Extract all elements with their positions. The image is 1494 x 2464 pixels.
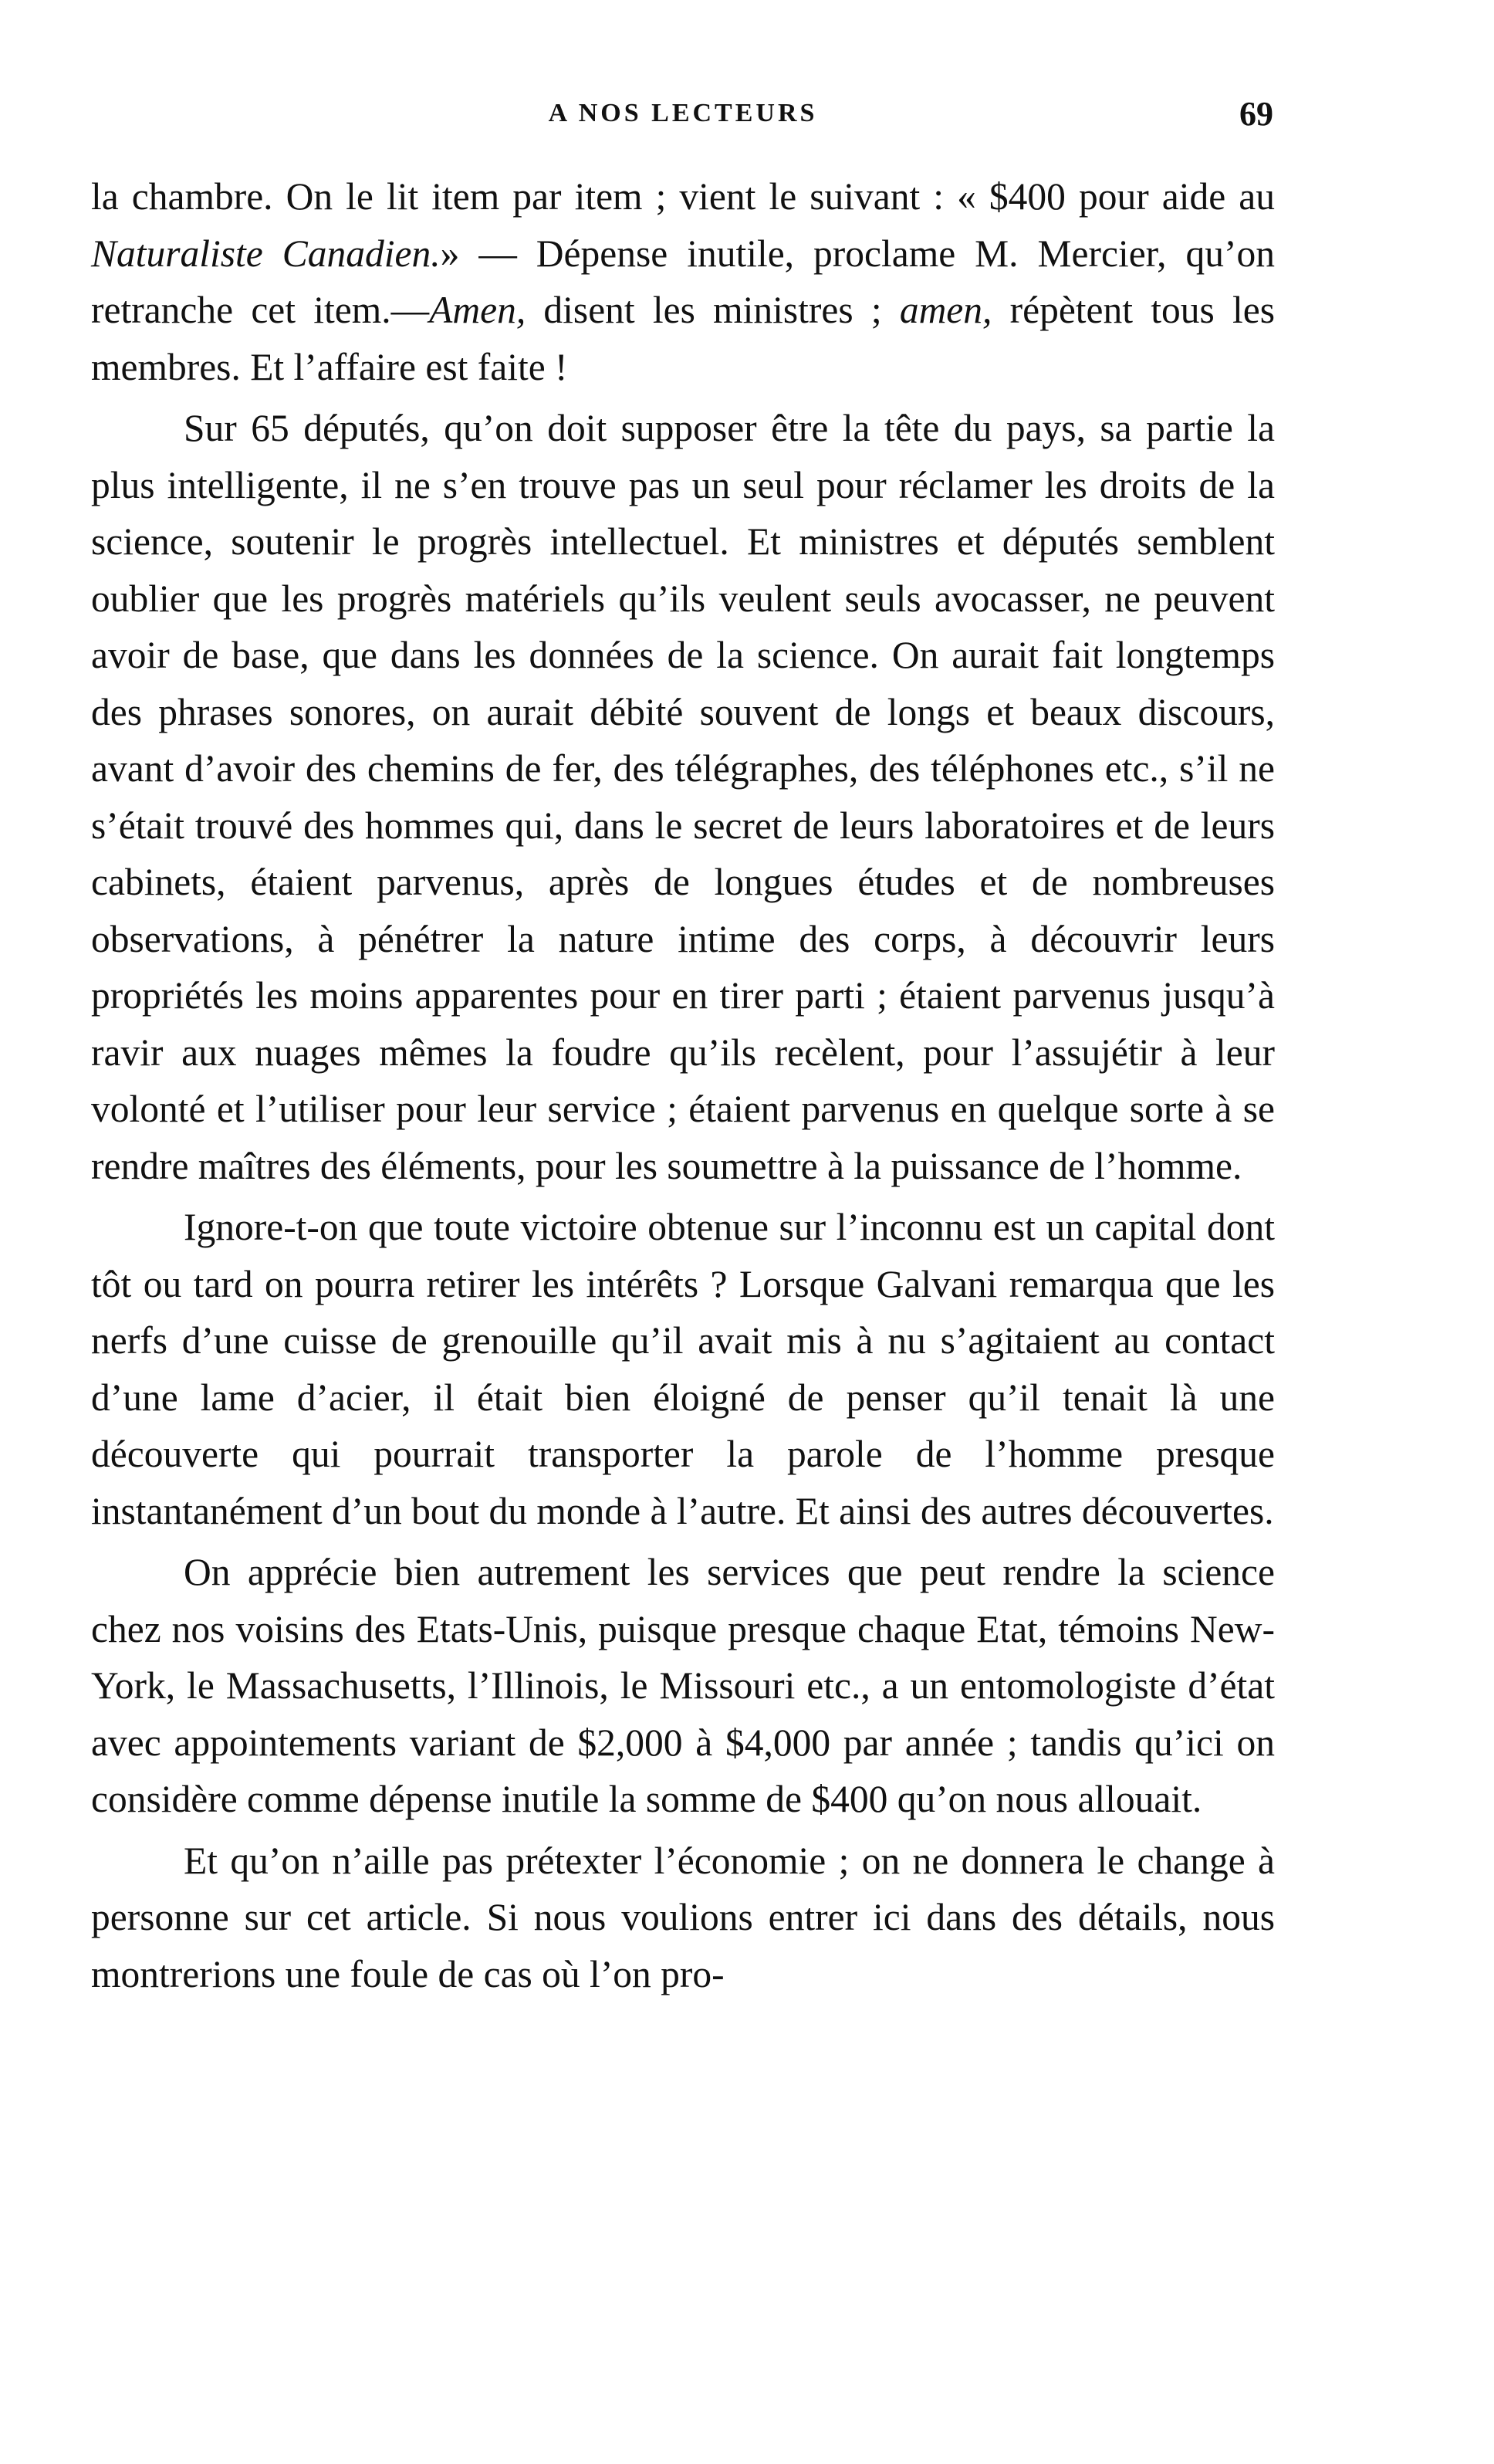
paragraph-1-text-b: » — Dépense inutile, proclame M. Mercier, qu’on retranche cet item.— [91,232,1275,331]
paragraph-1-text-c: disent les ministres ; [526,289,900,331]
paragraph-1 [91,168,1275,395]
paragraph-3: Ignore-t-on que toute victoire obtenue sur l’inconnu est un capital dont tôt ou tard on pourra retirer les intérêts ? Lorsque Galvani remarqua que les nerfs d’une cuisse de grenouille qu’il avait mis à nu s’agitaient au contact d’une lame d’acier, il était bien éloigné de penser qu’il tenait là une découverte qui pourrait transporter la parole de l’homme presque instantanément d’un bout du monde à l’autre. Et ainsi des autres découvertes. [91,1206,1275,1532]
body-text [91,168,1275,2002]
running-head [93,94,1273,140]
paragraph-1-text-d: répètent tous les membres. Et l’affaire est faite ! [91,289,1275,388]
running-title: A NOS LECTEURS [548,99,818,127]
paragraph-5: Et qu’on n’aille pas prétexter l’économie ; on ne donnera le change à personne sur cet article. Si nous voulions entrer ici dans des détails, nous montrerions une foule de cas où l’on pro- [91,1839,1275,1995]
paragraph-1-text-a: la chambre. On le lit item par item ; vient le suivant : « $400 pour aide au [91,175,1275,218]
page-number: 69 [1239,95,1273,133]
paragraph-2: Sur 65 députés, qu’on doit supposer être la tête du pays, sa partie la plus intelligente, il ne s’en trouve pas un seul pour réclamer les droits de la science, soutenir le progrès intellectuel. Et ministres et députés semblent oublier que les progrès matériels qu’ils veulent seuls avocasser, ne peuvent avoir de base, que dans les données de la science. On aurait fait longtemps des phrases sonores, on aurait débité souvent de longs et beaux discours, avant d’avoir des chemins de fer, des télégraphes, des téléphones etc., s’il ne s’était trouvé des hommes qui, dans le secret de leurs laboratoires et de leurs cabinets, étaient parvenus, après de longues études et de nombreuses observations, à pénétrer la nature intime des corps, à découvrir leurs propriétés les moins apparentes pour en tirer parti ; étaient parvenus jusqu’à ravir aux nuages mêmes la foudre qu’ils recèlent, pour l’assujétir à leur volonté et l’utiliser pour leur service ; étaient parvenus en quelque sorte à se rendre maîtres des éléments, pour les soumettre à la puissance de l’homme. [91,407,1275,1187]
paragraph-4: On apprécie bien autrement les services que peut rendre la science chez nos voisins des Etats-Unis, puisque presque chaque Etat, témoins New-York, le Massachusetts, l’Illinois, le Missouri etc., a un entomologiste d’état avec appointements variant de $2,000 à $4,000 par année ; tandis qu’ici on considère comme dépense inutile la somme de $400 qu’on nous allouait. [91,1551,1275,1820]
paragraph-1-italic-amen: Amen, [429,289,526,331]
paragraph-1-italic-title: Naturaliste Canadien. [91,232,441,275]
paragraph-1-italic-amen-2: amen, [899,289,992,331]
